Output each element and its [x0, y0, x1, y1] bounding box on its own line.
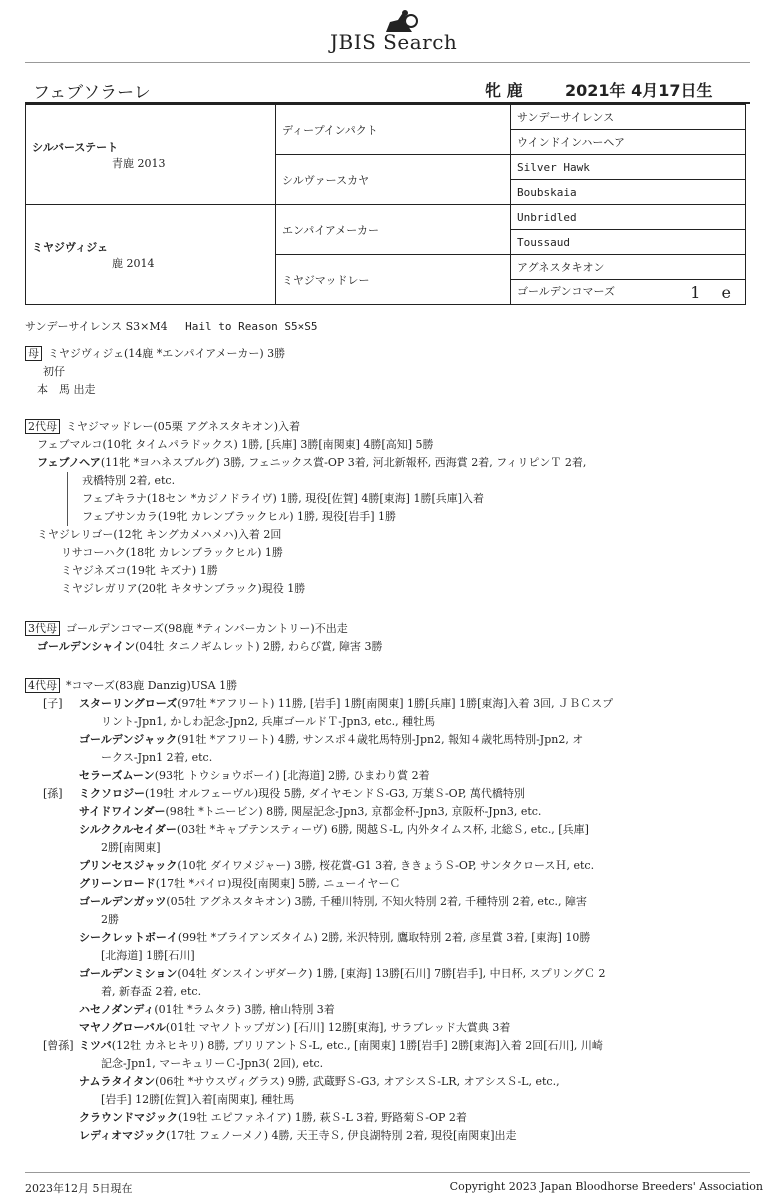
list-item: フェブノヘア(11牝 *ヨハネスブルグ) 3勝, フェニックス賞-OP 3着, 河北新報杯, 西海賞 2着, フィリピンＴ 2着,: [37, 456, 587, 469]
descendants-list: [25, 695, 750, 1145]
inbreeding-a: サンデーサイレンス S3×M4: [25, 320, 168, 333]
dam-line: ミヤジヴィジェ(14鹿 *エンパイアメーカー) 3勝: [48, 347, 286, 360]
pedigree-g3-cell[interactable]: ウインドインハーヘア: [511, 130, 746, 155]
fourth-dam-line: *コマーズ(83鹿 Danzig)USA 1勝: [66, 679, 238, 692]
inbreeding-b: Hail to Reason S5×S5: [185, 320, 318, 333]
third-dam-tag: 3代母: [25, 621, 60, 636]
horse-link[interactable]: ゴールデンガッツ: [79, 895, 167, 908]
list-item: [25, 1001, 750, 1019]
pedigree-g2-cell[interactable]: ミヤジマッドレー: [276, 255, 511, 305]
list-item: [25, 1037, 750, 1055]
second-dam-section: [25, 418, 750, 598]
list-item: ミヤジネズコ(19牝 キズナ) 1勝: [61, 564, 218, 577]
list-item: フェブマルコ(10牝 タイムパラドックス) 1勝, [兵庫] 3勝[南関東] 4勝[高知] 5勝: [37, 438, 434, 451]
sire-name[interactable]: シルバーステート: [32, 140, 119, 154]
jbis-logo[interactable]: [330, 8, 470, 54]
dam-section: [25, 345, 750, 399]
pedigree-g2-cell[interactable]: ディープインパクト: [276, 105, 511, 155]
list-item: [25, 929, 750, 947]
relation-label: [曾孫]: [43, 1039, 74, 1052]
relation-label: [子]: [43, 697, 63, 710]
horse-record: (97牡 *アフリート) 11勝, [岩手] 1勝[南関東] 1勝[兵庫] 1勝[東海]入着 3回, ＪＢＣスプ: [177, 697, 614, 710]
list-item: ミヤジレリゴー(12牝 キングカメハメハ)入着 2回: [37, 528, 282, 541]
pedigree-g3-name[interactable]: ゴールデンコマーズ: [517, 284, 616, 298]
horse-record: (91牡 *アフリート) 4勝, サンスポ４歳牝馬特別-Jpn2, 報知４歳牝馬特別-Jpn2, オ: [177, 733, 584, 746]
horse-name: フェブソラーレ: [33, 83, 151, 103]
logo-text: JBIS Search: [330, 30, 458, 54]
footer-divider: [25, 1172, 750, 1173]
dam-name[interactable]: ミヤジヴィジェ: [32, 240, 109, 254]
pedigree-g3-cell[interactable]: アグネスタキオン: [511, 255, 746, 280]
copyright: Copyright 2023 Japan Bloodhorse Breeders' Association: [449, 1180, 763, 1193]
second-dam-tag: 2代母: [25, 419, 60, 434]
sire-cell: [26, 105, 276, 205]
horse-link[interactable]: シークレットボーイ: [79, 931, 178, 944]
dam-tag: 母: [25, 346, 42, 361]
header-divider: [25, 62, 750, 63]
horse-link[interactable]: ゴールデンジャック: [79, 733, 178, 746]
horse-record: (01牡 *ラムタラ) 3勝, 檜山特別 3着: [154, 1003, 335, 1016]
list-item: [25, 731, 750, 749]
horse-link[interactable]: ミクソロジー: [79, 787, 145, 800]
horse-record: (05牡 アグネスタキオン) 3勝, 千種川特別, 不知火特別 2着, 千種特別 2着, etc., 障害: [166, 895, 588, 908]
horse-record-continued: 記念-Jpn1, マーキュリーＣ-Jpn3( 2回), etc.: [101, 1057, 324, 1070]
horse-record: (04牡 ダンスインザダーク) 1勝, [東海] 13勝[石川] 7勝[岩手], 中日杯, スプリングＣ 2: [177, 967, 606, 980]
horse-record: (17牡 フェノーメノ) 4勝, 天王寺Ｓ, 伊良湖特別 2着, 現役[南関東]出走: [166, 1129, 517, 1142]
horse-link[interactable]: シルククルセイダー: [79, 823, 177, 836]
pedigree-g2-cell[interactable]: エンパイアメーカー: [276, 205, 511, 255]
relation-label: [孫]: [43, 787, 63, 800]
dam-sub1: 初仔: [43, 365, 65, 378]
sex-color: 牝 鹿: [485, 81, 523, 100]
fourth-dam-tag: 4代母: [25, 678, 60, 693]
list-item: [25, 767, 750, 785]
horse-record-continued: [岩手] 12勝[佐賀]入着[南関東], 種牡馬: [101, 1093, 295, 1106]
horse-link[interactable]: ゴールデンシャイン: [37, 640, 136, 653]
list-item: [25, 857, 750, 875]
pedigree-g3-cell[interactable]: Boubskaia: [511, 180, 746, 205]
list-item: [25, 1073, 750, 1091]
horse-record-continued: [北海道] 1勝[石川]: [101, 949, 195, 962]
pedigree-table: [25, 104, 746, 305]
horse-link[interactable]: グリーンロード: [79, 877, 156, 890]
horse-link[interactable]: マヤノグローバル: [79, 1021, 166, 1034]
horse-record: (19牡 オルフェーヴル)現役 5勝, ダイヤモンドＳ-G3, 万葉Ｓ-OP, 萬代橋特別: [145, 787, 525, 800]
horse-link[interactable]: ナムラタイタン: [79, 1075, 156, 1088]
inbreeding-line: [25, 318, 318, 334]
list-item: フェブキラナ(18セン *カジノドライヴ) 1勝, 現役[佐賀] 4勝[東海] 1勝[兵庫]入着: [67, 490, 750, 508]
list-item: リサコーハク(18牝 カレンブラックヒル) 1勝: [61, 546, 283, 559]
list-item: [25, 803, 750, 821]
horse-link[interactable]: ハセノダンディ: [79, 1003, 155, 1016]
dam-info: 鹿 2014: [112, 256, 155, 270]
horse-link[interactable]: フェブノヘア: [37, 456, 101, 469]
horse-link[interactable]: ゴールデンミション: [79, 967, 178, 980]
horse-link[interactable]: クラウンドマジック: [79, 1111, 178, 1124]
list-item: [25, 1109, 750, 1127]
horse-link[interactable]: プリンセスジャック: [79, 859, 178, 872]
horse-record: (10牝 ダイワメジャー) 3勝, 桜花賞-G1 3着, ききょうＳ-OP, サンタクロースＨ, etc.: [177, 859, 595, 872]
list-item: [25, 695, 750, 713]
horse-record: (17牡 *パイロ)現役[南関東] 5勝, ニューイヤーＣ: [155, 877, 401, 890]
second-dam-line: ミヤジマッドレー(05栗 アグネスタキオン)入着: [66, 420, 301, 433]
pedigree-g3-cell[interactable]: サンデーサイレンス: [511, 105, 746, 130]
third-dam-section: [25, 620, 750, 656]
horse-record-continued: 2勝: [101, 913, 119, 926]
family-number: 1 e: [690, 282, 739, 302]
list-item: フェブサンカラ(19牝 カレンブラックヒル) 1勝, 現役[岩手] 1勝: [67, 508, 750, 526]
dam-sub2: 本 馬 出走: [37, 383, 96, 396]
horse-link[interactable]: サイドワインダー: [79, 805, 166, 818]
list-item: ゴールデンシャイン(04牡 タニノギムレット) 2勝, わらび賞, 障害 3勝: [37, 640, 383, 653]
horse-record: (19牡 エピファネイア) 1勝, 萩Ｓ-L 3着, 野路菊Ｓ-OP 2着: [178, 1111, 467, 1124]
horse-record: (06牡 *サウスヴィグラス) 9勝, 武蔵野Ｓ-G3, オアシスＳ-LR, オアシスＳ-L, etc.,: [155, 1075, 560, 1088]
pedigree-g3-cell[interactable]: Toussaud: [511, 230, 746, 255]
horse-link[interactable]: ミツバ: [79, 1039, 112, 1052]
list-item: [25, 1019, 750, 1037]
horse-record: (93牝 トウショウボーイ) [北海道] 2勝, ひまわり賞 2着: [154, 769, 430, 782]
horse-record-continued: リント-Jpn1, かしわ記念-Jpn2, 兵庫ゴールドＴ-Jpn3, etc., 種牡馬: [101, 715, 436, 728]
birth-date: 2021年 4月17日生: [565, 81, 713, 100]
pedigree-g3-cell: [511, 280, 746, 305]
horse-record: (01牡 マヤノトップガン) [石川] 12勝[東海], サラブレッド大賞典 3着: [165, 1021, 511, 1034]
horse-link[interactable]: セラーズムーン: [79, 769, 155, 782]
horse-record: (99牡 *ブライアンズタイム) 2勝, 米沢特別, 鷹取特別 2着, 彦星賞 3着, [東海] 10勝: [177, 931, 591, 944]
list-item: [25, 821, 750, 839]
horse-record-continued: ークス-Jpn1 2着, etc.: [101, 751, 213, 764]
pedigree-g3-cell[interactable]: Unbridled: [511, 205, 746, 230]
list-item: [25, 965, 750, 983]
list-item: 戎橋特別 2着, etc.: [67, 472, 750, 490]
horse-record: (98牡 *トニービン) 8勝, 関屋記念-Jpn3, 京都金杯-Jpn3, 京阪杯-Jpn3, etc.: [165, 805, 542, 818]
list-item: ミヤジレガリア(20牝 キタサンブラック)現役 1勝: [61, 582, 306, 595]
list-item: [25, 893, 750, 911]
list-item: [25, 875, 750, 893]
pedigree-g3-cell[interactable]: Silver Hawk: [511, 155, 746, 180]
horse-link[interactable]: スターリングローズ: [79, 697, 178, 710]
third-dam-line: ゴールデンコマーズ(98鹿 *ティンバーカントリー)不出走: [66, 622, 348, 635]
horse-record: (12牡 カネヒキリ) 8勝, ブリリアントＳ-L, etc., [南関東] 1勝[岩手] 2勝[東海]入着 2回[石川], 川崎: [111, 1039, 603, 1052]
horse-record-continued: 2勝[南関東]: [101, 841, 161, 854]
fourth-dam-section: [25, 677, 750, 1145]
sire-info: 青鹿 2013: [112, 156, 166, 170]
pedigree-g2-cell[interactable]: シルヴァースカヤ: [276, 155, 511, 205]
horse-link[interactable]: レディオマジック: [79, 1129, 167, 1142]
list-item: [25, 1127, 750, 1145]
horse-record-continued: 着, 新春盃 2着, etc.: [101, 985, 202, 998]
dam-cell: [26, 205, 276, 305]
horse-record: (03牡 *キャプテンスティーヴ) 6勝, 関越Ｓ-L, 内外タイムス杯, 北総Ｓ, etc., [兵庫]: [176, 823, 589, 836]
list-item: [25, 785, 750, 803]
as-of-date: 2023年12月 5日現在: [25, 1182, 133, 1195]
